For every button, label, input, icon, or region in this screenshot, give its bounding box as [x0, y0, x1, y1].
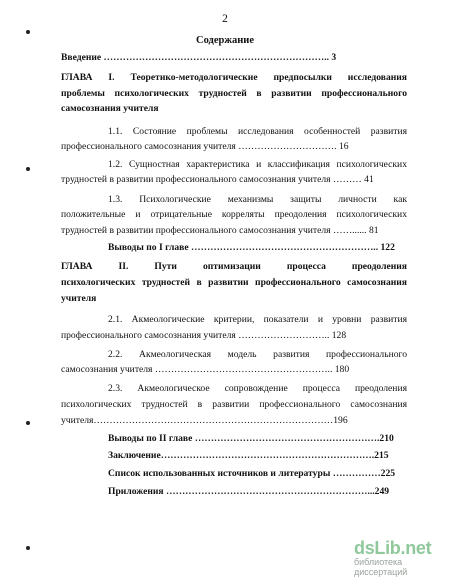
toc-section-1-1-line-2: профессионального самосознания учителя …………………………. 16 — [61, 141, 349, 152]
toc-chapter-1-line-2: проблемы психологических трудностей в развитии профессионального — [61, 88, 407, 99]
watermark — [354, 538, 446, 577]
toc-section-1-2-line-2: трудностей в развитии профессионального самосознания учителя ……… 41 — [61, 174, 374, 185]
page-number: 2 — [222, 13, 228, 25]
toc-intro: Введение …………………………………………………………….. 3 — [61, 52, 337, 63]
toc-chapter-1-line-1: ГЛАВА I. Теоретико-методологические предпосылки исследования — [61, 72, 407, 83]
watermark-logo: dsLib.net — [354, 538, 432, 558]
toc-section-1-1-line-1: 1.1. Состояние проблемы исследования особенностей развития — [108, 126, 407, 137]
toc-section-2-3-line-2: психологических трудностей в развитии профессионального самосознания — [61, 399, 407, 410]
toc-chapter-1-line-3: самосознания учителя — [61, 103, 159, 114]
page-title: Содержание — [196, 35, 254, 46]
binder-hole-mark — [26, 546, 30, 550]
toc-section-2-2-line-2: самосознания учителя ……………………………………………….. 180 — [61, 364, 350, 375]
toc-section-2-3-line-1: 2.3. Акмеологическое сопровождение процесса преодоления — [108, 383, 407, 394]
binder-hole-mark — [26, 30, 30, 34]
toc-section-1-3-line-2: положительные и отрицательные корреляты преодоления психологических — [61, 209, 407, 220]
toc-section-2-1-line-2: профессионального самосознания учителя ……………………….. 128 — [61, 330, 347, 341]
toc-section-2-3-line-3: учителя…………………………………………………………………196 — [61, 415, 348, 426]
toc-chapter-2-line-2: психологических трудностей в развитии профессионального самосознания — [61, 277, 407, 288]
toc-appendices: Приложения ………………………………………………………...249 — [108, 486, 390, 497]
toc-section-1-3-line-1: 1.3. Психологические механизмы защиты личности как — [108, 194, 407, 205]
toc-references: Список использованных источников и литературы ……………225 — [108, 468, 396, 479]
toc-chapter-2-line-1: ГЛАВА II. Пути оптимизации процесса преодоления — [61, 261, 407, 272]
toc-section-1-3-line-3: трудностей в развитии профессионального самосознания учителя ……...... 81 — [61, 225, 379, 236]
toc-section-2-2-line-1: 2.2. Акмеологическая модель развития профессионального — [108, 349, 407, 360]
toc-chapter-2-line-3: учителя — [61, 293, 97, 304]
binder-hole-mark — [26, 421, 30, 425]
toc-section-2-1-line-1: 2.1. Акмеологические критерии, показатели и уровни развития — [108, 314, 407, 325]
binder-hole-mark — [26, 167, 30, 171]
toc-conclusions-chapter-1: Выводы по I главе ………………………………………………….. 122 — [108, 242, 395, 253]
toc-conclusions-chapter-2: Выводы по II главе ………………………………………………….210 — [108, 433, 394, 444]
toc-section-1-2-line-1: 1.2. Сущностная характеристика и классификация психологических — [108, 159, 407, 170]
toc-conclusion: Заключение………………………………………………………….215 — [108, 450, 389, 461]
watermark-caption: библиотека диссертаций — [354, 557, 408, 577]
